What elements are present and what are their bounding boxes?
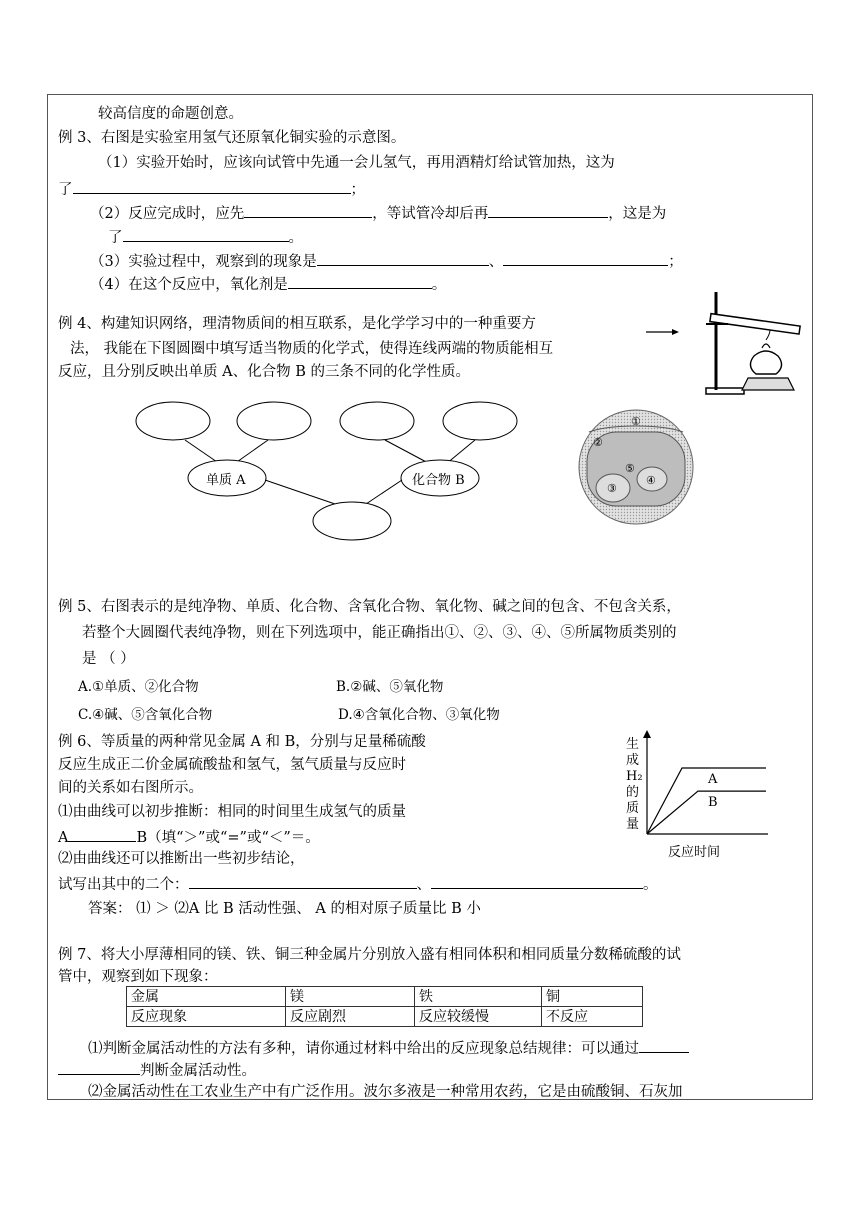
blank-circle-1[interactable] bbox=[136, 402, 210, 440]
ex6-line2: 反应生成正二价金属硫酸盐和氢气，氢气质量与反应时 bbox=[58, 757, 406, 773]
ex5-line1: 例 5、右图表示的是纯净物、单质、化合物、含氧化合物、氧化物、碱之间的包含、不包含关系， bbox=[58, 599, 681, 615]
ex7-line1: 例 7、将大小厚薄相同的镁、铁、铜三种金属片分别放入盛有相同体积和相同质量分数稀硫酸的试 bbox=[58, 947, 681, 963]
ex6-q1-blank[interactable] bbox=[68, 827, 136, 842]
table-cell: 反应现象 bbox=[127, 1007, 286, 1027]
ex4-line2: 法， 我能在下图圆圈中填写适当物质的化学式，使得连线两端的物质能相互 bbox=[70, 341, 554, 357]
ex3-q1-blank[interactable] bbox=[73, 179, 351, 194]
ex6-line3: 间的关系如右图所示。 bbox=[58, 780, 203, 796]
ylabel-char: 生 bbox=[626, 737, 640, 752]
series-line-b bbox=[647, 791, 766, 834]
ex7-line2: 管中，观察到如下现象： bbox=[58, 969, 218, 985]
chart-xlabel: 反应时间 bbox=[668, 845, 721, 860]
ex5-option-b[interactable]: B.②碱、⑤氧化物 bbox=[336, 679, 444, 695]
ex3-q3-blank1[interactable] bbox=[317, 251, 489, 266]
ex3-q1b-post: ； bbox=[350, 182, 365, 198]
ex6-q2-blank2[interactable] bbox=[431, 874, 643, 889]
table-row bbox=[127, 987, 643, 1007]
ex7-q1b-text: 判断金属活动性。 bbox=[140, 1063, 256, 1079]
ex3-q2b bbox=[108, 227, 303, 247]
table-cell: 铁 bbox=[415, 987, 542, 1007]
ex3-q2-blank2[interactable] bbox=[488, 203, 608, 218]
ex5-option-c[interactable]: C.④碱、⑤含氧化合物 bbox=[78, 707, 213, 723]
table-cell: 反应较缓慢 bbox=[415, 1007, 542, 1027]
ex3-q2b-blank[interactable] bbox=[123, 227, 289, 242]
ex5-line3: 是 （ ） bbox=[82, 651, 135, 667]
ex6-answer: 答案： ⑴ ＞ ⑵A 比 B 活动性强、 A 的相对原子质量比 B 小 bbox=[88, 901, 481, 917]
label-element-a: 单质 A bbox=[206, 473, 246, 488]
ex4-line1: 例 4、构建知识网络，理清物质间的相互联系，是化学学习中的一种重要方 bbox=[58, 316, 536, 332]
ex3-q3-blank2[interactable] bbox=[503, 251, 668, 266]
ex6-q2b bbox=[58, 874, 658, 894]
ex3-q2-pre: （2）反应完成时，应先 bbox=[90, 206, 245, 222]
ex3-q2-blank1[interactable] bbox=[244, 203, 372, 218]
venn-label-4: ④ bbox=[646, 474, 656, 487]
series-label-b: B bbox=[708, 795, 718, 811]
ex3-q3-pre: （3）实验过程中，观察到的现象是 bbox=[90, 254, 317, 270]
ex3-q3-post: ； bbox=[668, 254, 683, 270]
ylabel-char: 质 bbox=[626, 801, 640, 816]
series-line-a bbox=[647, 768, 766, 834]
ex3-q2b-post: 。 bbox=[288, 230, 303, 246]
y-axis-arrow bbox=[643, 730, 651, 738]
table-cell: 不反应 bbox=[542, 1007, 643, 1027]
venn-label-1: ① bbox=[631, 415, 641, 428]
ex4-line3: 反应，且分别反映出单质 A、化合物 B 的三条不同的化学性质。 bbox=[58, 364, 470, 380]
ex6-q2-blank1[interactable] bbox=[189, 874, 417, 889]
venn-label-5: ⑤ bbox=[625, 462, 635, 475]
ex6-q2b-post: 。 bbox=[643, 877, 658, 893]
table-row bbox=[127, 1007, 643, 1027]
substance-classification-venn bbox=[575, 406, 697, 528]
table-cell: 反应剧烈 bbox=[286, 1007, 415, 1027]
ex3-q1b-pre: 了 bbox=[58, 182, 73, 198]
ylabel-char: 的 bbox=[626, 785, 640, 800]
ex3-q2 bbox=[90, 203, 666, 223]
table-cell: 金属 bbox=[127, 987, 286, 1007]
ex6-line1: 例 6、等质量的两种常见金属 A 和 B，分别与足量稀硫酸 bbox=[58, 734, 426, 750]
hydrogen-reduction-apparatus-illustration bbox=[636, 286, 806, 406]
ex5-option-a[interactable]: A.①单质、②化合物 bbox=[78, 679, 199, 695]
ex7-q1a-text: ⑴判断金属活动性的方法有多种，请你通过材料中给出的反应现象总结规律：可以通过 bbox=[88, 1041, 639, 1057]
ylabel-char: 量 bbox=[626, 817, 640, 832]
ex3-q3-mid: 、 bbox=[488, 254, 504, 270]
ex3-q4-blank[interactable] bbox=[288, 274, 432, 289]
blank-circle-3[interactable] bbox=[340, 402, 414, 440]
ex6-q1b bbox=[58, 827, 320, 847]
ylabel-char: 成 bbox=[626, 753, 640, 768]
ex3-q4-pre: （4）在这个反应中，氧化剂是 bbox=[90, 277, 288, 293]
ex3-q3 bbox=[90, 251, 683, 271]
ylabel-char: H₂ bbox=[626, 769, 643, 784]
ex3-q2-mid: ，等试管冷却后再 bbox=[372, 206, 489, 222]
chart-ylabel bbox=[626, 736, 643, 832]
series-label-a: A bbox=[708, 772, 718, 787]
table-cell: 铜 bbox=[542, 987, 643, 1007]
knowledge-network-diagram bbox=[130, 398, 530, 544]
ex3-q1b bbox=[58, 179, 365, 199]
ex7-q1a bbox=[88, 1038, 689, 1058]
venn-label-3: ③ bbox=[607, 482, 617, 495]
ex6-q1: ⑴由曲线可以初步推断：相同的时间里生成氢气的质量 bbox=[58, 804, 406, 820]
metal-reaction-table bbox=[126, 986, 643, 1027]
blank-circle-2[interactable] bbox=[237, 402, 311, 440]
ex3-q4 bbox=[90, 274, 446, 294]
ex3-title: 例 3、右图是实验室用氢气还原氧化铜实验的示意图。 bbox=[58, 130, 406, 146]
ex6-q1b-b: B（填“＞”或“=”或“＜”＝。 bbox=[136, 830, 320, 846]
ex5-line2: 若整个大圆圈代表纯净物，则在下列选项中，能正确指出①、②、③、④、⑤所属物质类别的 bbox=[82, 625, 677, 641]
label-compound-b: 化合物 B bbox=[412, 473, 465, 488]
table-cell: 镁 bbox=[286, 987, 415, 1007]
ex6-q2: ⑵由曲线还可以推断出一些初步结论， bbox=[58, 851, 305, 867]
venn-label-2: ② bbox=[593, 436, 603, 449]
hydrogen-mass-chart bbox=[620, 728, 790, 868]
ex6-q2b-mid: 、 bbox=[416, 877, 431, 893]
ex7-q2: ⑵金属活动性在工农业生产中有广泛作用。波尔多液是一种常用农药，它是由硫酸铜、石灰加 bbox=[88, 1084, 683, 1100]
intro-tail: 较高信度的命题创意。 bbox=[98, 106, 243, 122]
ex7-q1-blank1[interactable] bbox=[639, 1038, 689, 1053]
ex7-q1b bbox=[58, 1060, 256, 1080]
ex6-q2b-pre: 试写出其中的二个： bbox=[58, 877, 189, 893]
ex3-q4-post: 。 bbox=[431, 277, 447, 293]
ex5-option-d[interactable]: D.④含氧化合物、③氧化物 bbox=[338, 707, 500, 723]
ex6-q1b-a: A bbox=[58, 830, 69, 846]
ex3-q1a: （1）实验开始时，应该向试管中先通一会儿氢气，再用酒精灯给试管加热，这为 bbox=[98, 155, 615, 171]
ex7-q1-blank2[interactable] bbox=[58, 1060, 140, 1075]
ex3-q2b-pre: 了 bbox=[108, 230, 123, 246]
blank-circle-5[interactable] bbox=[313, 502, 391, 540]
blank-circle-4[interactable] bbox=[443, 402, 517, 440]
ex3-q2-post: ，这是为 bbox=[608, 206, 667, 222]
